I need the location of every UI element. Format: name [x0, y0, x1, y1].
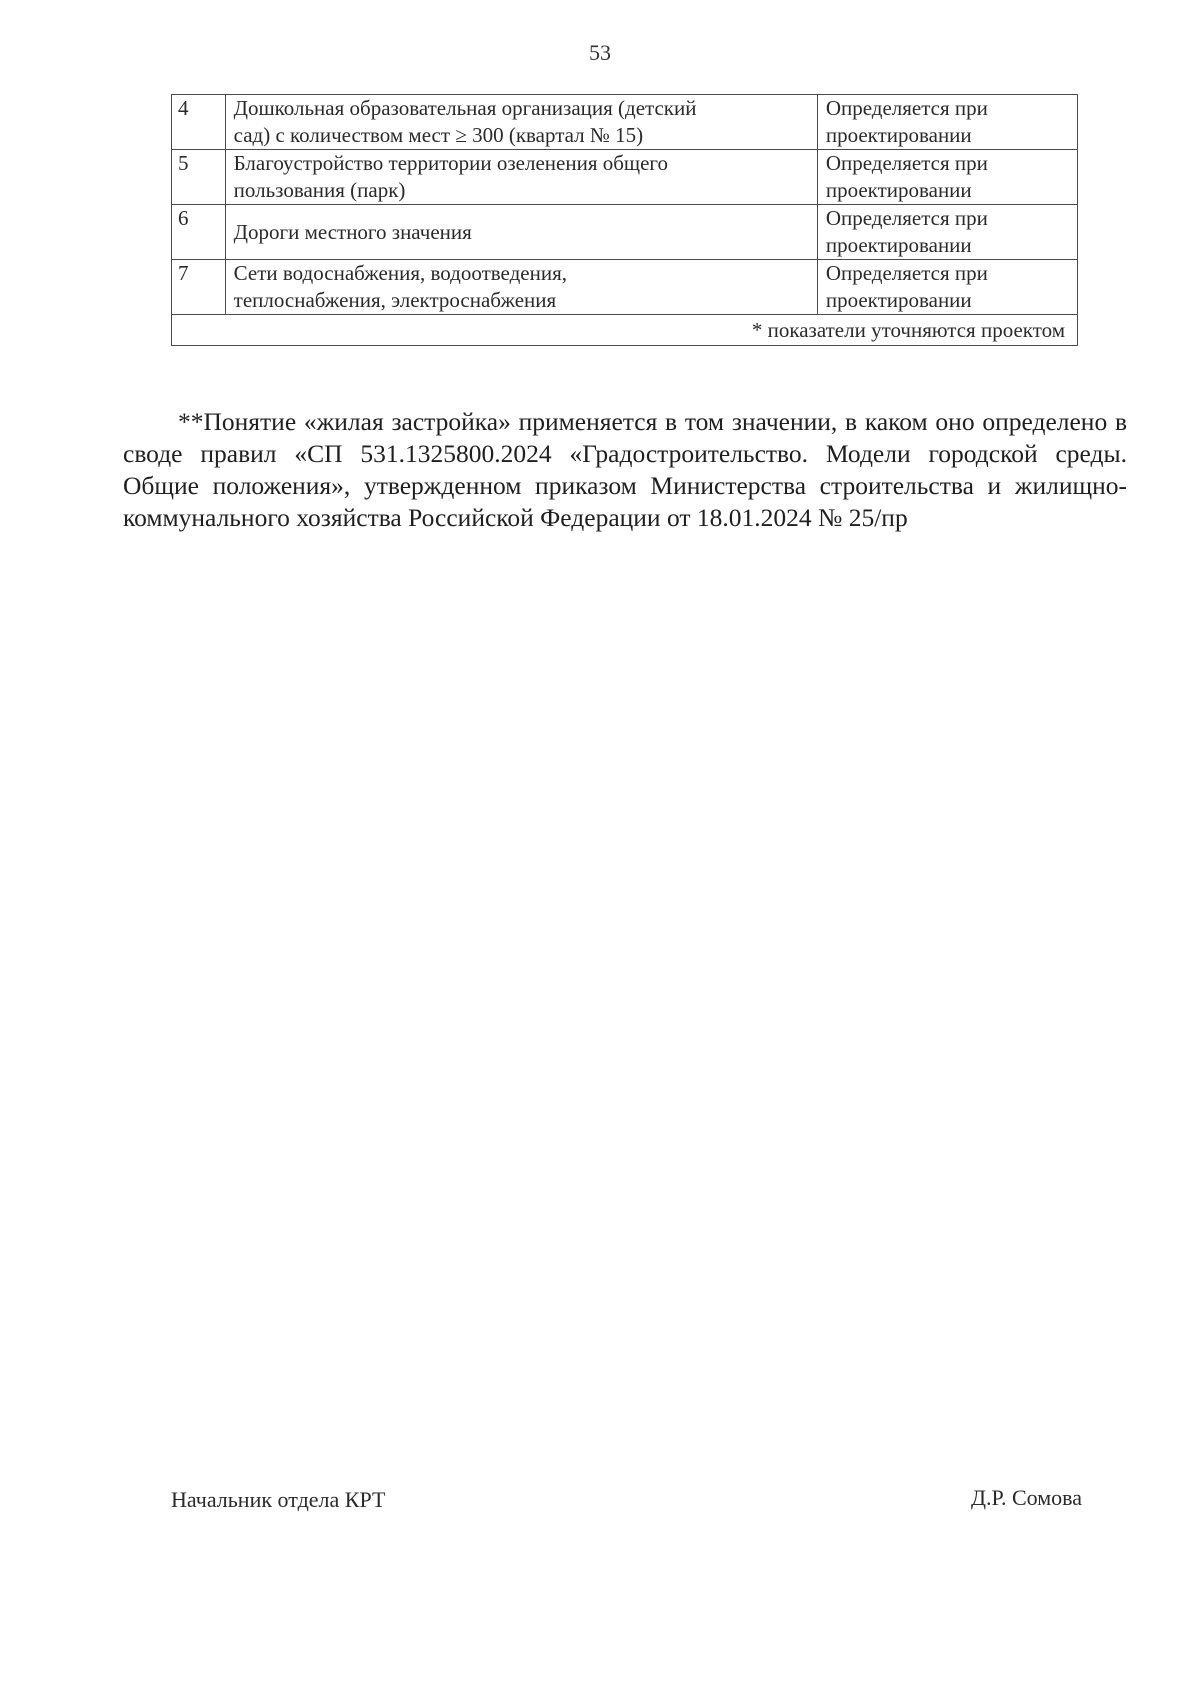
object-value [817, 150, 1077, 205]
table-row [172, 260, 1078, 315]
table-row [172, 150, 1078, 205]
object-name-line: Сети водоснабжения, водоотведения, [233, 261, 567, 285]
object-name-line: теплоснабжения, электроснабжения [233, 288, 557, 312]
object-value-line: Определяется при [825, 261, 988, 285]
row-number: 6 [172, 205, 226, 260]
object-name-line: пользования (парк) [233, 178, 406, 202]
signature-name: Д.Р. Сомова [970, 1485, 1082, 1510]
row-number: 5 [172, 150, 226, 205]
object-value-line: Определяется при [825, 206, 988, 230]
object-value-line: проектировании [825, 178, 972, 202]
table-footnote: * показатели уточняются проектом [172, 315, 1078, 346]
objects-table [171, 94, 1078, 346]
object-value-line: проектировании [825, 233, 972, 257]
row-number: 4 [172, 95, 226, 150]
object-name [225, 150, 817, 205]
object-name [225, 205, 817, 260]
object-value [817, 95, 1077, 150]
object-name-line: Дороги местного значения [233, 219, 472, 244]
table-row [172, 95, 1078, 150]
object-name-line: сад) с количеством мест ≥ 300 (квартал № 15) [233, 123, 644, 147]
object-value [817, 205, 1077, 260]
object-value-line: Определяется при [825, 151, 988, 175]
page-number: 53 [589, 40, 611, 65]
row-number: 7 [172, 260, 226, 315]
object-name-line: Дошкольная образовательная организация (детский [233, 96, 697, 120]
object-value-line: проектировании [825, 123, 972, 147]
definition-paragraph: **Понятие «жилая застройка» применяется в том значении, в каком оно определено в своде правил «СП 531.1325800.2024 «Градостроительство. Модели городской среды. Общие положения», утвержденном приказом Министерства строительства и жилищно-коммунального хозяйства Российской Федерации от 18.01.2024 № 25/пр [123, 407, 1127, 532]
object-value-line: проектировании [825, 288, 972, 312]
object-value-line: Определяется при [825, 96, 988, 120]
signature-role: Начальник отдела КРТ [171, 1487, 386, 1512]
table-footnote-row [172, 315, 1078, 346]
object-name [225, 260, 817, 315]
object-name-line: Благоустройство территории озеленения общего [233, 151, 669, 175]
object-value [817, 260, 1077, 315]
object-name [225, 95, 817, 150]
table-row [172, 205, 1078, 260]
